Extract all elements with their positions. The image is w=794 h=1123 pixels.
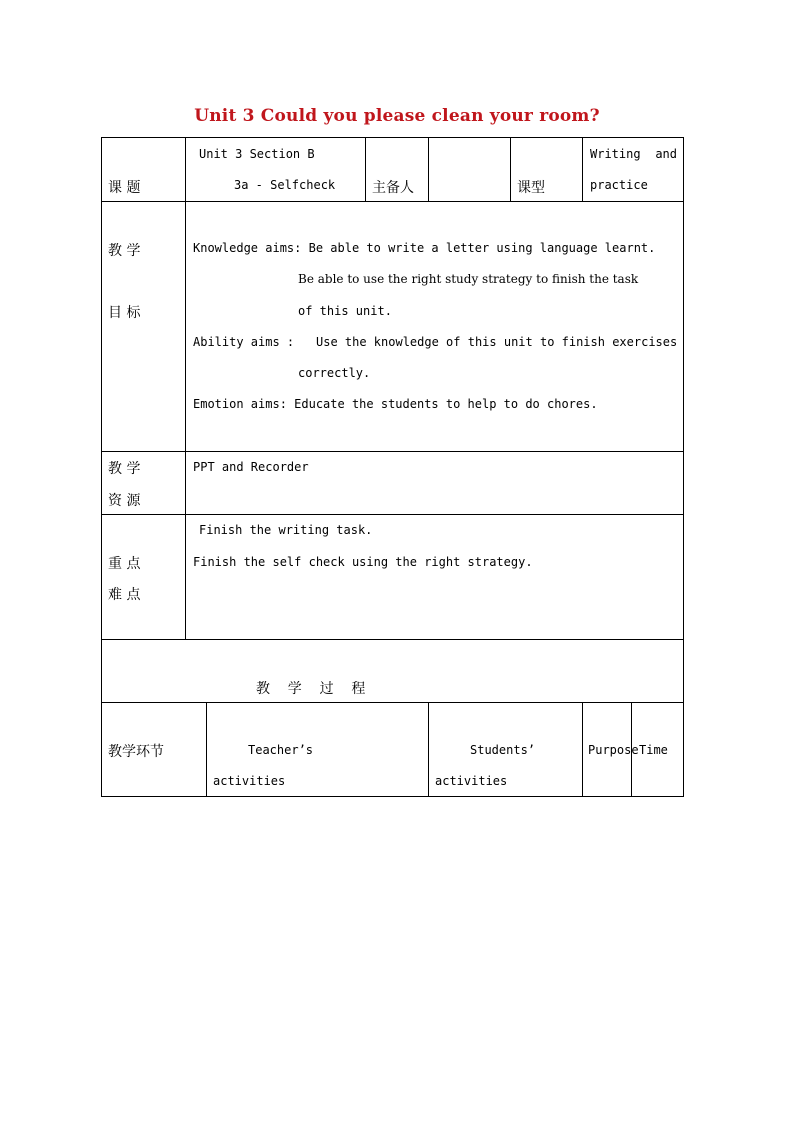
- key-points-label-1: 重 点: [108, 556, 141, 572]
- knowledge-aims: Knowledge aims: Be able to write a letter using language learnt.: [193, 241, 656, 255]
- presenter-label: 主备人: [372, 180, 414, 196]
- process-heading: 教 学 过 程: [256, 681, 366, 697]
- type-line-2: practice: [590, 178, 648, 192]
- stage-header-cell: [102, 703, 207, 797]
- topic-label: 课 题: [108, 180, 141, 196]
- resources-row: [102, 452, 684, 515]
- topic-line-2: 3a - Selfcheck: [234, 178, 336, 192]
- students-header-1: Students’: [470, 743, 536, 757]
- type-value-cell: [583, 138, 684, 202]
- resources-label-2: 资 源: [108, 493, 141, 509]
- type-label-cell: [511, 138, 583, 202]
- objectives-label-cell: [102, 202, 186, 452]
- topic-value-cell: [186, 138, 366, 202]
- teacher-header-cell: [207, 703, 429, 797]
- resources-label-1: 教 学: [108, 461, 141, 477]
- teacher-header-2: activities: [213, 774, 286, 788]
- header-row: [102, 138, 684, 202]
- ability-aims: Use the knowledge of this unit to finish exercises: [316, 335, 678, 349]
- column-header-row: [102, 703, 684, 797]
- lesson-plan-table: [101, 137, 684, 797]
- students-header-cell: [429, 703, 583, 797]
- document-title: Unit 3 Could you please clean your room?: [194, 106, 600, 126]
- resources-label-cell: [102, 452, 186, 515]
- topic-label-cell: [102, 138, 186, 202]
- resources-value: PPT and Recorder: [193, 460, 309, 474]
- ability-aims-label: Ability aims :: [193, 335, 295, 349]
- emotion-aims: Emotion aims: Educate the students to help to do chores.: [193, 397, 598, 411]
- key-point-1: Finish the writing task.: [199, 523, 373, 537]
- key-points-label-2: 难 点: [108, 587, 141, 603]
- time-header-cell: [632, 703, 684, 797]
- knowledge-aims-cont-2: of this unit.: [298, 304, 392, 318]
- teacher-header-1: Teacher’s: [248, 743, 314, 757]
- objectives-row: [102, 202, 684, 452]
- resources-content-cell: [186, 452, 684, 515]
- key-point-2: Finish the self check using the right strategy.: [193, 555, 533, 569]
- key-points-label-cell: [102, 515, 186, 640]
- ability-aims-cont: correctly.: [298, 366, 371, 380]
- knowledge-aims-cont-1: Be able to use the right study strategy to finish the task: [298, 272, 639, 286]
- students-header-2: activities: [435, 774, 508, 788]
- presenter-value-cell: [429, 138, 511, 202]
- topic-line-1: Unit 3 Section B: [199, 147, 315, 161]
- time-header: Time: [639, 743, 668, 757]
- type-line-1b: and: [655, 147, 677, 161]
- purpose-header: Purpose: [588, 743, 639, 757]
- key-points-row: [102, 515, 684, 640]
- objectives-label-1: 教 学: [108, 243, 141, 259]
- purpose-header-cell: [583, 703, 639, 797]
- objectives-content-cell: [186, 202, 684, 452]
- objectives-label-2: 目 标: [108, 305, 141, 321]
- key-points-content-cell: [186, 515, 684, 640]
- process-heading-cell: [102, 640, 684, 703]
- presenter-label-cell: [366, 138, 429, 202]
- type-label: 课型: [517, 180, 545, 196]
- stage-header: 教学环节: [108, 744, 164, 760]
- process-heading-row: [102, 640, 684, 703]
- type-line-1a: Writing: [590, 147, 641, 161]
